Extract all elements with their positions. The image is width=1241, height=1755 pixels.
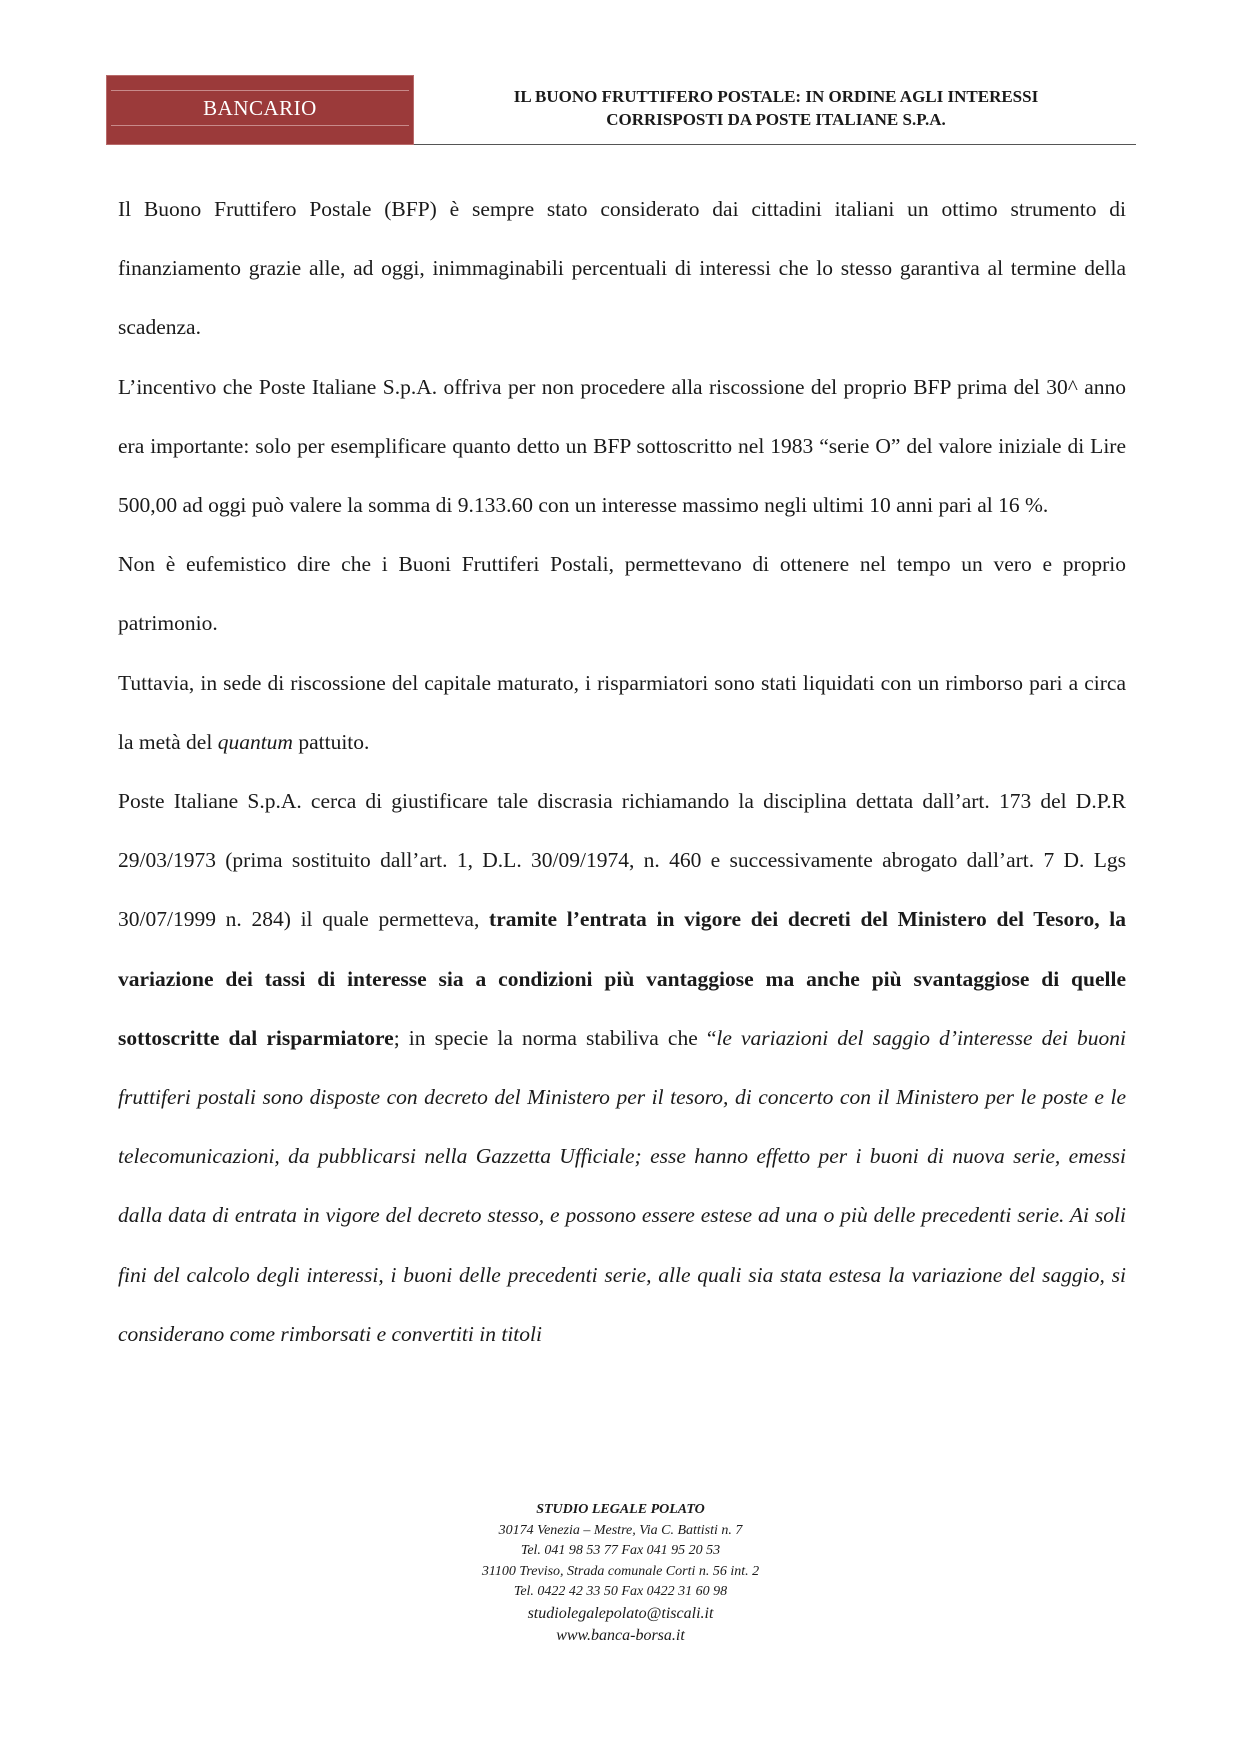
- category-label: BANCARIO: [203, 95, 317, 120]
- paragraph-4-text-a: Tuttavia, in sede di riscossione del capitale maturato, i risparmiatori sono stati liquidati con un rimborso pari a circa la metà del: [118, 670, 1126, 754]
- paragraph-1: Il Buono Fruttifero Postale (BFP) è sempre stato considerato dai cittadini italiani un ottimo strumento di finanziamento grazie alle, ad oggi, inimmaginabili percentuali di interessi che lo stesso garantiva al termine della scadenza.: [118, 197, 1126, 340]
- paragraph-4-text-b: pattuito.: [292, 729, 370, 754]
- paragraph-5-bold-text: tramite l’entrata in vigore dei decreti del Ministero del Tesoro, la variazione dei tassi di interesse sia a condizioni più vantaggiose ma anche più svantaggiose di quelle sottoscritte dal risparmiatore: [118, 907, 1126, 1050]
- website-url: www.banca-borsa.it: [556, 1626, 685, 1644]
- page-header: [106, 75, 1136, 145]
- email-address: studiolegalepolato@tiscali.it: [527, 1604, 714, 1622]
- document-title-line-1: IL BUONO FRUTTIFERO POSTALE: IN ORDINE AGLI INTERESSI: [513, 87, 1039, 106]
- paragraph-5-quoted-norm: le variazioni del saggio d’interesse dei buoni fruttiferi postali sono disposte con decreto del Ministero per il tesoro, di concerto con il Ministero per le poste e le telecomunicazioni, da pubblicarsi nella Gazzetta Ufficiale; esse hanno effetto per i buoni di nuova serie, emessi dalla data di entrata in vigore del decreto stesso, e possono essere estese ad una o più delle precedenti serie. Ai soli fini del calcolo degli interessi, i buoni delle precedenti serie, alle quali sia stata estesa la variazione del saggio, si considerano come rimborsati e convertiti in titoli: [118, 1025, 1126, 1346]
- category-badge: [106, 75, 414, 145]
- paragraph-5-text-a: Poste Italiane S.p.A. cerca di giustificare tale discrasia richiamando la disciplina dettata dall’art. 173 del D.P.R 29/03/1973 (prima sostituito dall’art. 1, D.L. 30/09/1974, n. 460 e successivamente abrogato dall’art. 7 D. Lgs 30/07/1999 n. 284) il quale permetteva,: [118, 789, 1126, 932]
- address-venezia: 30174 Venezia – Mestre, Via C. Battisti n. 7: [498, 1522, 743, 1538]
- phone-venezia: Tel. 041 98 53 77 Fax 041 95 20 53: [520, 1543, 721, 1558]
- paragraph-3: Non è eufemistico dire che i Buoni Fruttiferi Postali, permettevano di ottenere nel tempo un vero e proprio patrimonio.: [118, 552, 1126, 636]
- paragraph-5: [118, 772, 1126, 1364]
- address-treviso: 31100 Treviso, Strada comunale Corti n. 56 int. 2: [481, 1563, 760, 1579]
- document-title-line-2: CORRISPOSTI DA POSTE ITALIANE S.P.A.: [606, 110, 946, 129]
- category-badge-frame: [111, 90, 409, 126]
- header-divider: [414, 144, 1136, 145]
- page-footer: [0, 1500, 1241, 1647]
- paragraph-4-italic-term: quantum: [217, 729, 293, 754]
- paragraph-2: L’incentivo che Poste Italiane S.p.A. offriva per non procedere alla riscossione del proprio BFP prima del 30^ anno era importante: solo per esemplificare quanto detto un BFP sottoscritto nel 1983 “serie O” del valore iniziale di Lire 500,00 ad oggi può valere la somma di 9.133.60 con un interesse massimo negli ultimi 10 anni pari al 16 %.: [118, 374, 1126, 518]
- paragraph-4: [118, 654, 1126, 772]
- document-body: [118, 180, 1126, 1364]
- document-title: [426, 85, 1126, 131]
- paragraph-5-text-b: ; in specie la norma stabiliva che “: [393, 1025, 717, 1050]
- phone-treviso: Tel. 0422 42 33 50 Fax 0422 31 60 98: [513, 1584, 728, 1599]
- firm-name: STUDIO LEGALE POLATO: [536, 1502, 705, 1517]
